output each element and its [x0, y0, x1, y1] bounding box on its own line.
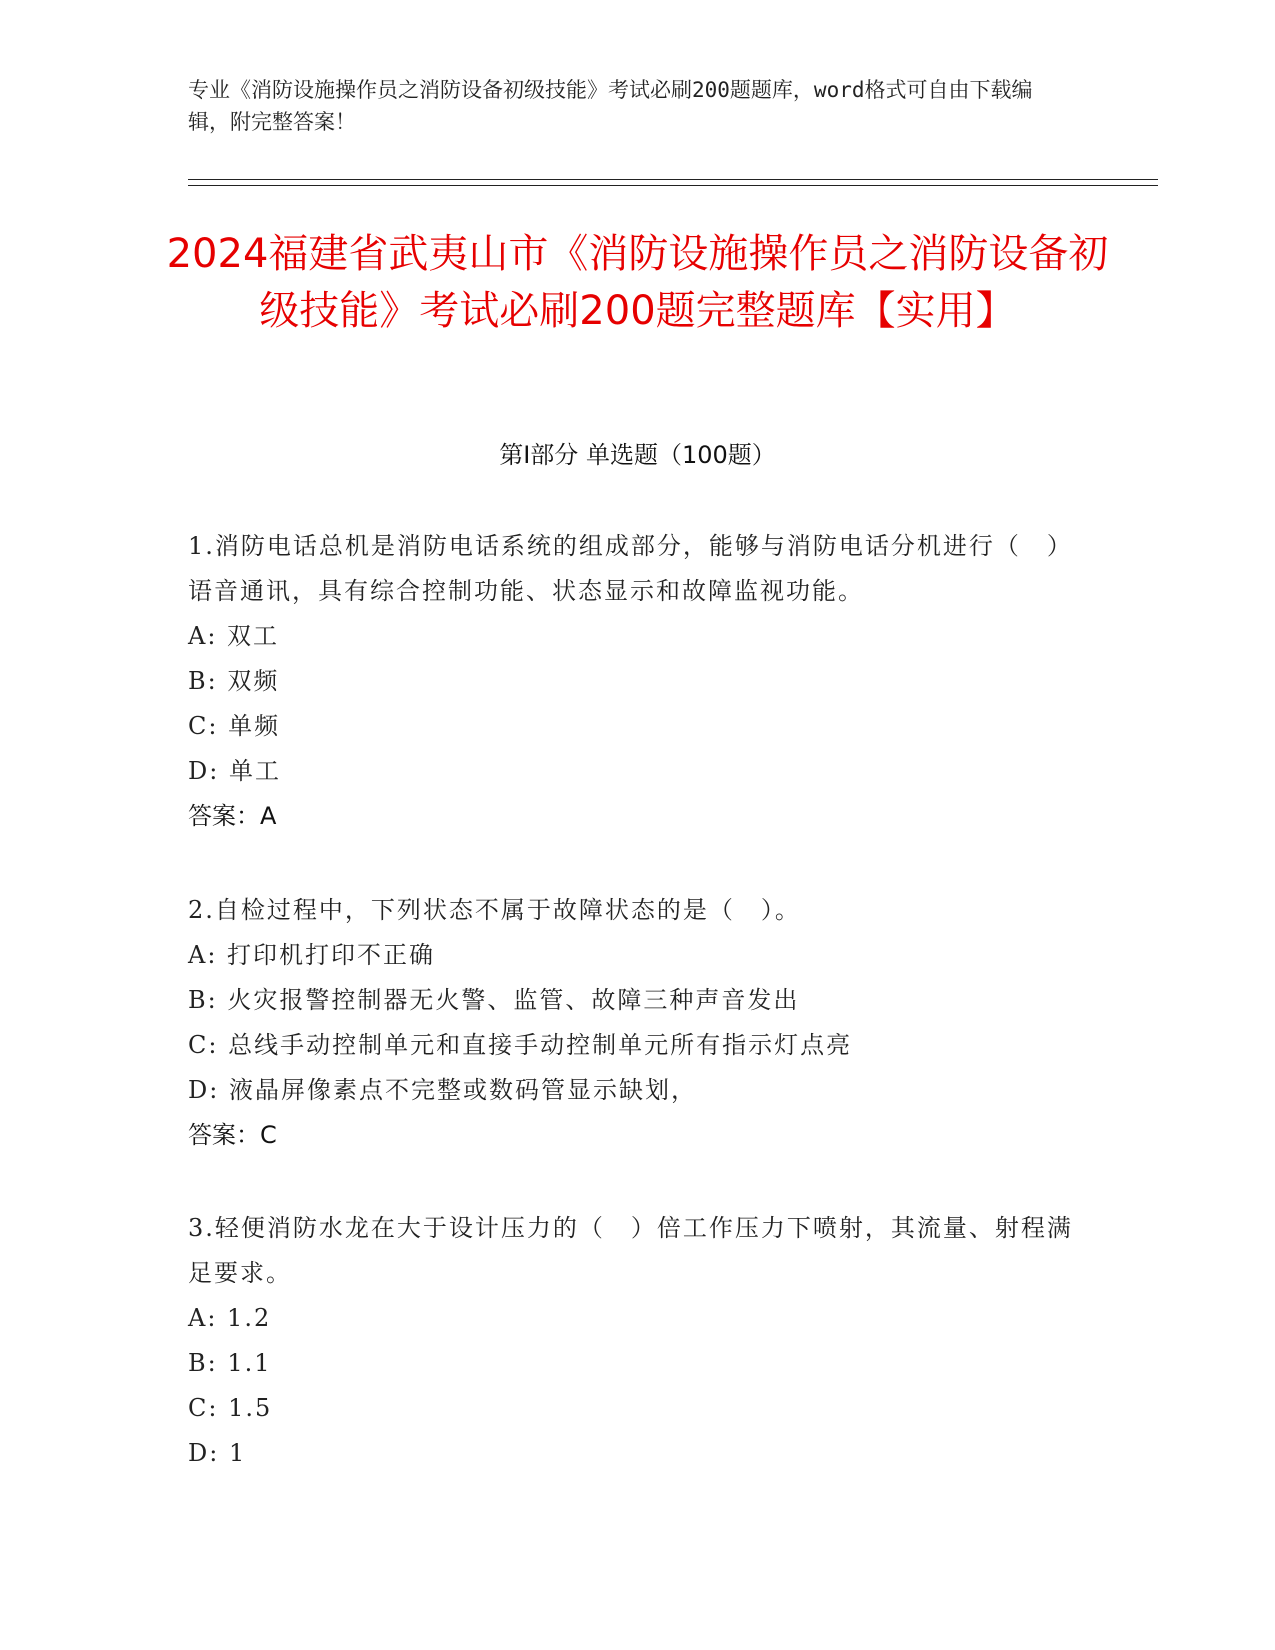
- option-b: B: 双频: [188, 667, 280, 695]
- option-d: D: 单工: [188, 757, 281, 785]
- option-a: A: 打印机打印不正确: [188, 941, 436, 969]
- answer: 答案：C: [188, 1121, 277, 1149]
- header-divider-bottom: [188, 185, 1158, 186]
- document-title: 2024福建省武夷山市《消防设施操作员之消防设备初级技能》考试必刷200题完整题库【实用】: [166, 231, 1109, 334]
- question-3: [188, 1206, 1088, 1476]
- option-a: A: 双工: [188, 622, 280, 650]
- option-c: C: 1.5: [188, 1394, 273, 1422]
- section-title: 第I部分 单选题（100题）: [499, 441, 776, 469]
- option-d: D: 1: [188, 1439, 247, 1467]
- question-2: [188, 888, 1088, 1158]
- question-stem: 3.轻便消防水龙在大于设计压力的（ ）倍工作压力下喷射，其流量、射程满足要求。: [188, 1214, 1073, 1287]
- option-b: B: 1.1: [188, 1349, 272, 1377]
- question-1: [188, 524, 1088, 839]
- option-c: C: 单频: [188, 712, 281, 740]
- answer: 答案：A: [188, 802, 277, 830]
- question-stem: 2.自检过程中，下列状态不属于故障状态的是（ ）。: [188, 896, 801, 924]
- option-d: D: 液晶屏像素点不完整或数码管显示缺划，: [188, 1076, 697, 1104]
- header-divider-top: [188, 179, 1158, 180]
- option-c: C: 总线手动控制单元和直接手动控制单元所有指示灯点亮: [188, 1031, 853, 1059]
- header-note: 专业《消防设施操作员之消防设备初级技能》考试必刷200题题库，word格式可自由下载编辑，附完整答案！: [188, 78, 1033, 134]
- option-b: B: 火灾报警控制器无火警、监管、故障三种声音发出: [188, 986, 800, 1014]
- option-a: A: 1.2: [188, 1304, 272, 1332]
- question-stem: 1.消防电话总机是消防电话系统的组成部分，能够与消防电话分机进行（ ）语音通讯，具有综合控制功能、状态显示和故障监视功能。: [188, 532, 1073, 605]
